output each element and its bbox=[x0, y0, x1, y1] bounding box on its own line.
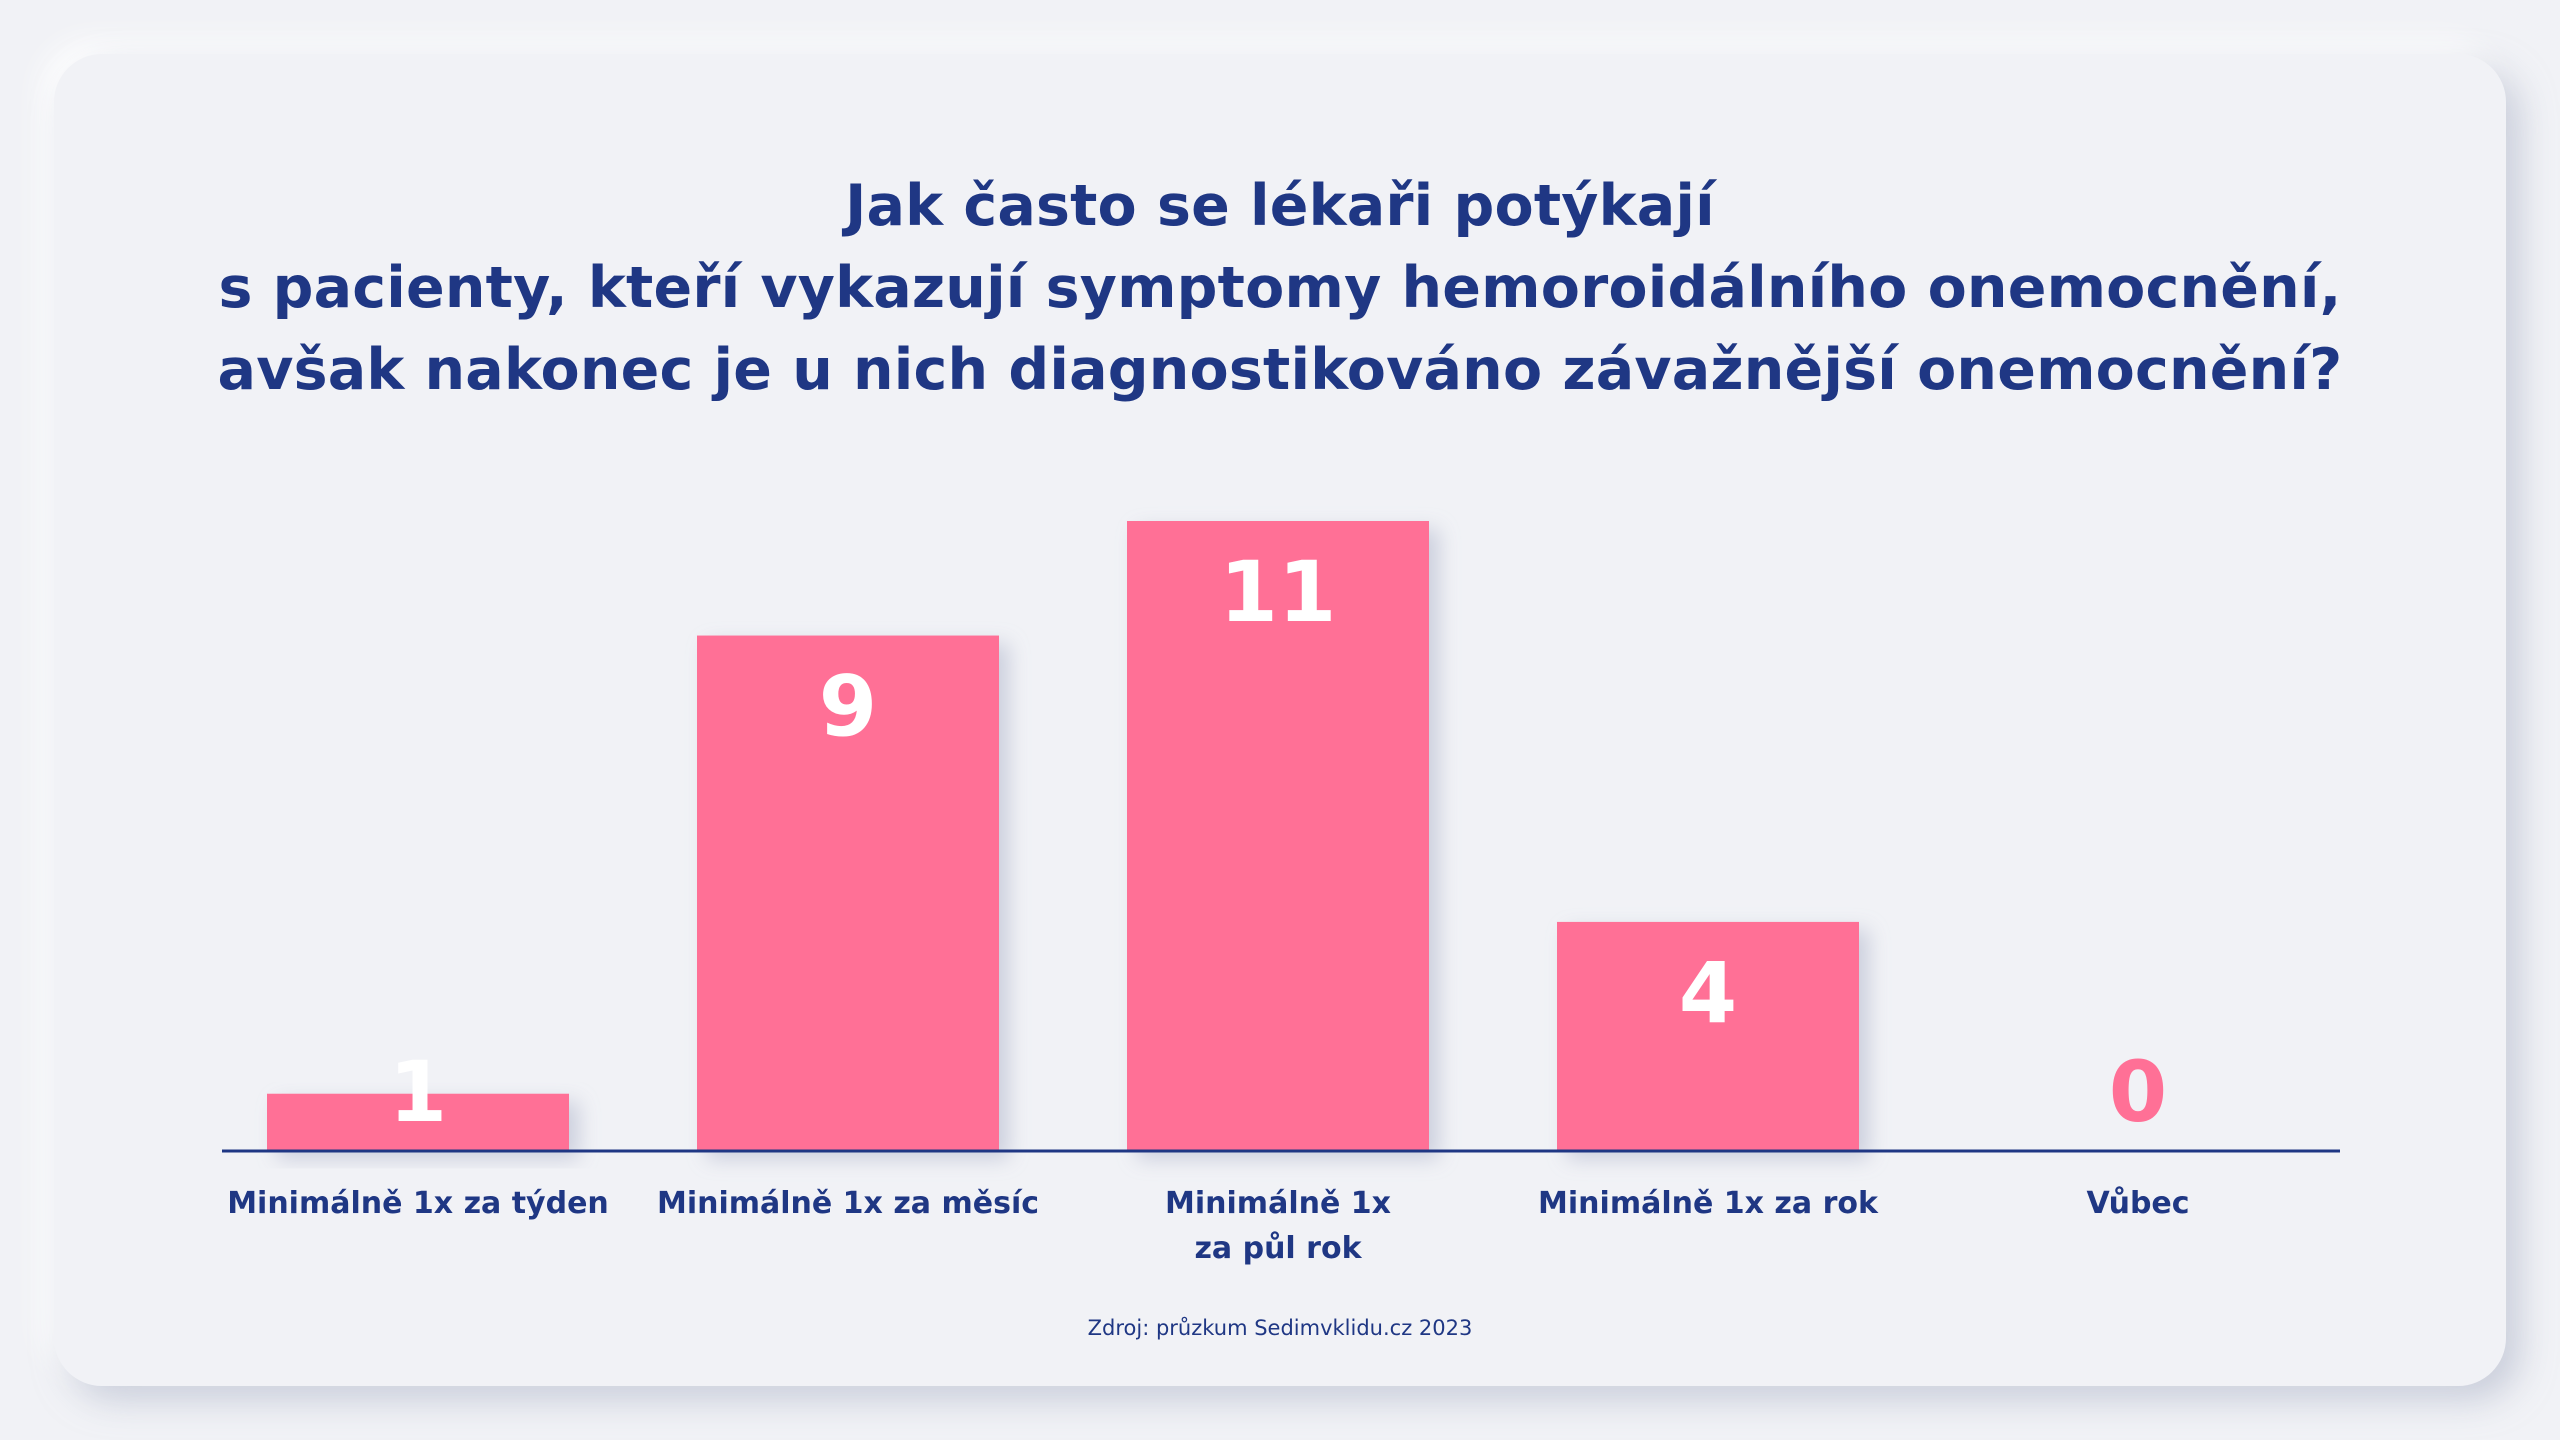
value-label-3: 11 bbox=[1219, 543, 1337, 641]
source-note: Zdroj: průzkum Sedimvklidu.cz 2023 bbox=[1087, 1316, 1473, 1340]
category-label-3-line-2: za půl rok bbox=[1194, 1231, 1362, 1266]
value-label-4: 4 bbox=[1678, 943, 1738, 1042]
category-label-5: Vůbec bbox=[2086, 1186, 2190, 1221]
title-line-1: Jak často se lékaři potýkají bbox=[845, 173, 1715, 239]
value-label-5: 0 bbox=[2108, 1043, 2168, 1141]
title-line-3: avšak nakonec je u nich diagnostikováno závažnější onemocnění? bbox=[217, 337, 2343, 403]
category-label-1: Minimálně 1x za týden bbox=[227, 1186, 609, 1221]
category-label-4: Minimálně 1x za rok bbox=[1538, 1186, 1878, 1221]
category-label-3-line-1: Minimálně 1x bbox=[1165, 1186, 1391, 1221]
category-label-2: Minimálně 1x za měsíc bbox=[656, 1186, 1040, 1221]
title-line-2: s pacienty, kteří vykazují symptomy hemoroidálního onemocnění, bbox=[218, 255, 2342, 321]
value-label-2: 9 bbox=[818, 657, 878, 756]
value-label-1: 1 bbox=[388, 1043, 448, 1141]
